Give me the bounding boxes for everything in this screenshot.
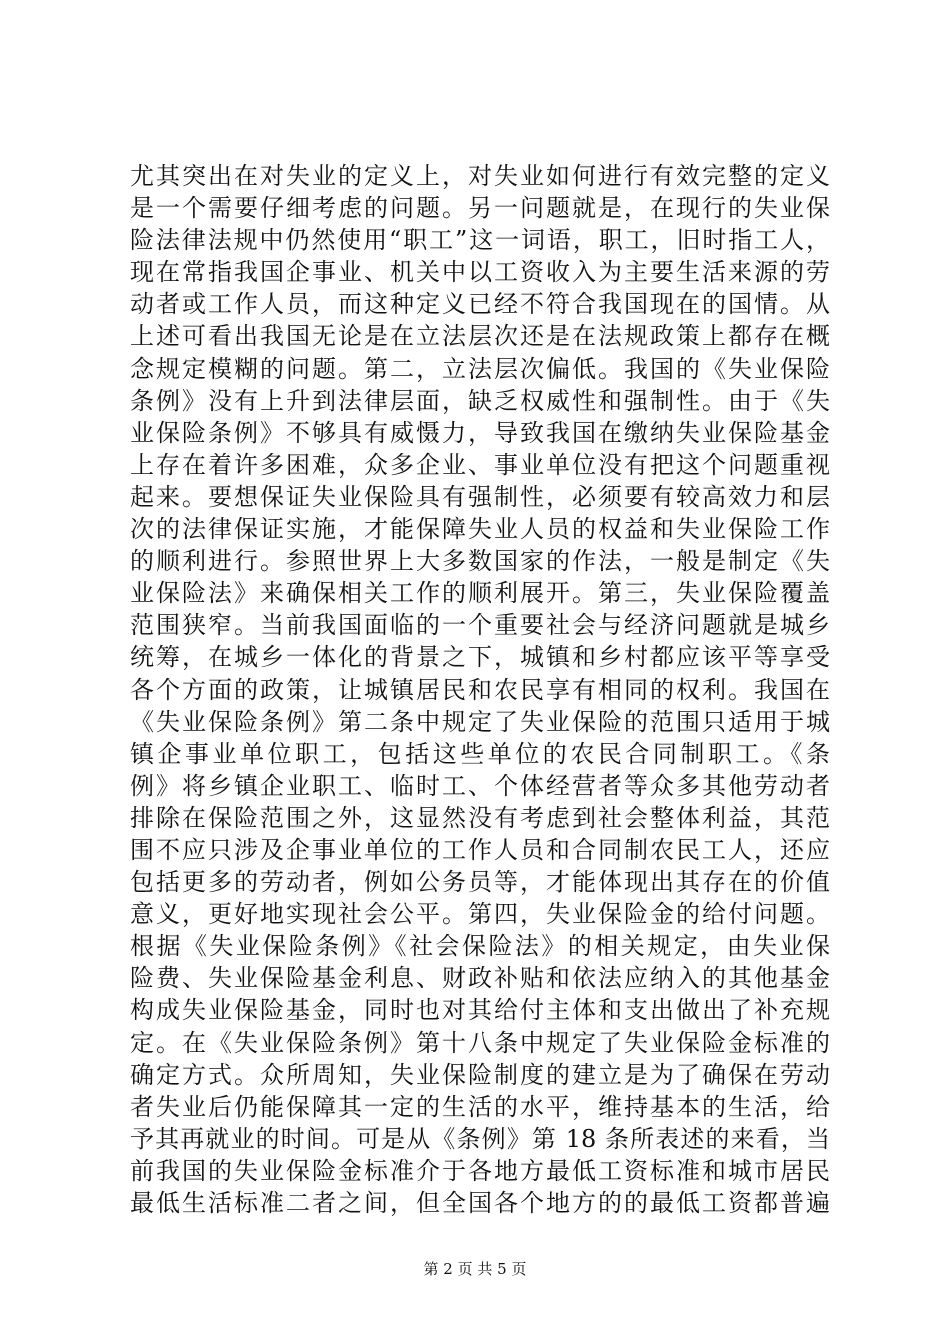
- page-footer: 第 2 页 共 5 页: [423, 1260, 527, 1278]
- text-line: 的顺利进行。参照世界上大多数国家的作法，一般是制定《失: [130, 547, 830, 576]
- text-line: 《失业保险条例》第二条中规定了失业保险的范围只适用于城: [130, 707, 830, 736]
- text-line: 念规定模糊的问题。第二，立法层次偏低。我国的《失业保险: [130, 354, 830, 383]
- text-line: 险法律法规中仍然使用“职工”这一词语，职工，旧时指工人，: [130, 226, 830, 255]
- text-line: 意义，更好地实现社会公平。第四，失业保险金的给付问题。: [130, 900, 830, 929]
- text-line: 次的法律保证实施，才能保障失业人员的权益和失业保险工作: [130, 515, 830, 544]
- text-line: 予其再就业的时间。可是从《条例》第 18 条所表述的来看，当: [130, 1124, 830, 1153]
- text-line: 条例》没有上升到法律层面，缺乏权威性和强制性。由于《失: [130, 386, 830, 415]
- text-line: 定。在《失业保险条例》第十八条中规定了失业保险金标准的: [130, 1028, 830, 1057]
- text-line: 排除在保险范围之外，这显然没有考虑到社会整体利益，其范: [130, 803, 830, 832]
- text-line: 动者或工作人员，而这种定义已经不符合我国现在的国情。从: [130, 290, 830, 319]
- text-line: 镇企事业单位职工，包括这些单位的农民合同制职工。《条: [130, 739, 830, 768]
- text-line: 例》将乡镇企业职工、临时工、个体经营者等众多其他劳动者: [130, 771, 830, 800]
- text-line: 最低生活标准二者之间，但全国各个地方的的最低工资都普遍: [130, 1189, 830, 1217]
- text-line: 各个方面的政策，让城镇居民和农民享有相同的权利。我国在: [130, 675, 830, 704]
- text-line: 险费、失业保险基金利息、财政补贴和依法应纳入的其他基金: [130, 964, 830, 993]
- text-line: 起来。要想保证失业保险具有强制性，必须要有较高效力和层: [130, 482, 830, 511]
- text-line: 现在常指我国企事业、机关中以工资收入为主要生活来源的劳: [130, 258, 830, 287]
- body-text: [130, 160, 830, 1219]
- text-line: 围不应只涉及企事业单位的工作人员和合同制农民工人，还应: [130, 835, 830, 864]
- text-line: 上述可看出我国无论是在立法层次还是在法规政策上都存在概: [130, 322, 830, 351]
- text-line: 范围狭窄。当前我国面临的一个重要社会与经济问题就是城乡: [130, 611, 830, 640]
- text-line: 统筹，在城乡一体化的背景之下，城镇和乡村都应该平等享受: [130, 643, 830, 672]
- text-line: 业保险条例》不够具有威慑力，导致我国在缴纳失业保险基金: [130, 418, 830, 447]
- text-line: 确定方式。众所周知，失业保险制度的建立是为了确保在劳动: [130, 1060, 830, 1089]
- text-line: 业保险法》来确保相关工作的顺利展开。第三，失业保险覆盖: [130, 579, 830, 608]
- text-line: 上存在着许多困难，众多企业、事业单位没有把这个问题重视: [130, 450, 830, 479]
- text-line: 根据《失业保险条例》《社会保险法》的相关规定，由失业保: [130, 932, 830, 961]
- text-line: 尤其突出在对失业的定义上，对失业如何进行有效完整的定义: [130, 162, 830, 190]
- text-line: 包括更多的劳动者，例如公务员等，才能体现出其存在的价值: [130, 868, 830, 897]
- text-line: 是一个需要仔细考虑的问题。另一问题就是，在现行的失业保: [130, 194, 830, 223]
- text-line: 者失业后仍能保障其一定的生活的水平，维持基本的生活，给: [130, 1092, 830, 1121]
- text-line: 构成失业保险基金，同时也对其给付主体和支出做出了补充规: [130, 996, 830, 1025]
- text-line: 前我国的失业保险金标准介于各地方最低工资标准和城市居民: [130, 1156, 830, 1185]
